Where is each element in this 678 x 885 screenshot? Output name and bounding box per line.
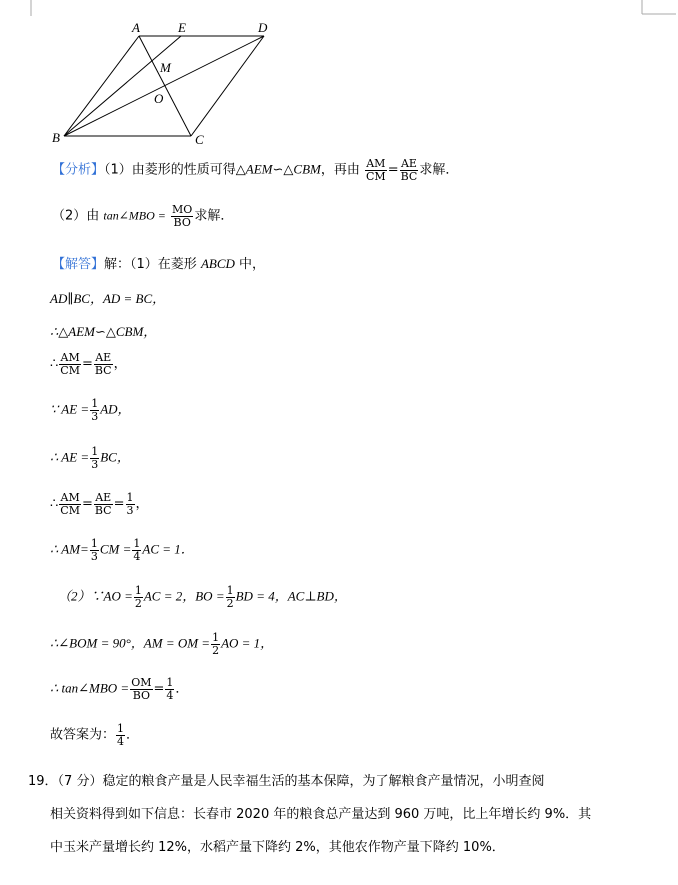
question-19-line-1: 19．（7 分）稳定的粮食产量是人民幸福生活的基本保障，为了解粮食产量情况，小明查阅	[28, 774, 545, 789]
fraction-one-third: $\frac{1}{3}$	[126, 491, 134, 517]
rhombus-diagram	[44, 14, 284, 154]
analysis-text: 求解．	[419, 162, 459, 178]
answer-text: 中，	[239, 257, 266, 272]
crop-mark-right	[632, 0, 678, 20]
analysis-tag: 【分析】	[52, 162, 105, 178]
fraction-ae-bc: $\frac{AE}{BC}$	[94, 351, 112, 377]
label-c: C	[195, 132, 204, 147]
fraction-mo-bo: $\frac{MO}{BO}$	[172, 203, 193, 229]
answer-line-10: ∴∠BOM = 90°，AM = OM = $\frac{1}{2}$ AO = 1，	[50, 631, 274, 657]
question-19-line-2: 相关资料得到如下信息：长春市 2020 年的粮食总产量达到 960 万吨，比上年增长约 9%．其	[50, 807, 592, 822]
label-b: B	[52, 130, 60, 145]
answer-text: 解：（1）在菱形	[104, 257, 197, 272]
label-a: A	[132, 20, 140, 35]
fraction-ae-bc: $\frac{AE}{BC}$	[94, 491, 112, 517]
fraction-one-half: $\frac{1}{2}$	[212, 631, 220, 657]
answer-line-1	[52, 253, 265, 272]
fraction-one-third: $\frac{1}{3}$	[91, 445, 99, 471]
fraction-one-third: $\frac{1}{3}$	[91, 397, 99, 423]
analysis-line-1	[52, 158, 458, 182]
fraction-one-half: $\frac{1}{2}$	[134, 584, 142, 610]
fraction-one-quarter: $\frac{1}{4}$	[166, 676, 174, 702]
fraction-om-bo: $\frac{OM}{BO}$	[131, 676, 152, 702]
answer-line-4: ∴ $\frac{AM}{CM}$ = $\frac{AE}{BC}$ ，	[50, 351, 127, 377]
fraction-one-quarter: $\frac{1}{4}$	[133, 537, 141, 563]
tan-expression: tan∠MBO =	[103, 208, 166, 223]
fraction-ae-bc: $\frac{AE}{BC}$	[400, 157, 418, 183]
fraction-one-quarter: $\frac{1}{4}$	[117, 722, 125, 748]
side-dc	[191, 36, 264, 136]
fraction-am-cm: $\frac{AM}{CM}$	[366, 157, 386, 183]
analysis-text: （2）由	[52, 208, 100, 224]
analysis-text: 求解．	[194, 208, 234, 224]
answer-line-6: ∴ AE = $\frac{1}{3}$ BC，	[50, 445, 130, 471]
answer-line-8: ∴ AM= $\frac{1}{3}$ CM = $\frac{1}{4}$ AC = 1．	[50, 537, 194, 563]
equals-sign: =	[387, 162, 399, 178]
answer-line-5: ∵ AE = $\frac{1}{3}$ AD，	[50, 397, 131, 423]
label-o: O	[154, 91, 164, 106]
analysis-text: ，再由	[320, 162, 360, 178]
rhombus-name: ABCD	[200, 256, 235, 271]
label-m: M	[160, 60, 171, 75]
answer-line-9: （2）∵AO = $\frac{1}{2}$ AC = 2，BO = $\frac{1}{2}$ BD = 4，AC⊥BD，	[58, 584, 347, 610]
fraction-am-cm: $\frac{AM}{CM}$	[60, 351, 80, 377]
answer-tag: 【解答】	[52, 257, 105, 272]
answer-line-12: 故答案为： $\frac{1}{4}$ ．	[50, 722, 140, 748]
label-d: D	[258, 20, 268, 35]
answer-line-7: ∴ $\frac{AM}{CM}$ = $\frac{AE}{BC}$ = $\frac{1}{3}$ ，	[50, 491, 149, 517]
answer-line-3: ∴△AEM∽△CBM，	[50, 324, 157, 339]
fraction-am-cm: $\frac{AM}{CM}$	[60, 491, 80, 517]
answer-line-2: AD∥BC，AD = BC，	[50, 291, 166, 306]
question-19-line-3: 中玉米产量增长约 12%，水稻产量下降约 2%，其他农作物产量下降约 10%．	[50, 840, 505, 855]
analysis-text: （1）由菱形的性质可得	[104, 162, 236, 178]
label-e: E	[178, 20, 186, 35]
similarity-statement: △AEM∽△CBM	[235, 161, 321, 177]
analysis-line-2	[52, 204, 233, 228]
side-ab	[64, 36, 139, 136]
fraction-one-half: $\frac{1}{2}$	[226, 584, 234, 610]
crop-mark-left	[0, 0, 40, 20]
answer-line-11: ∴ tan∠MBO = $\frac{OM}{BO}$ = $\frac{1}{4}$ ．	[50, 676, 189, 702]
fraction-one-third: $\frac{1}{3}$	[90, 537, 98, 563]
